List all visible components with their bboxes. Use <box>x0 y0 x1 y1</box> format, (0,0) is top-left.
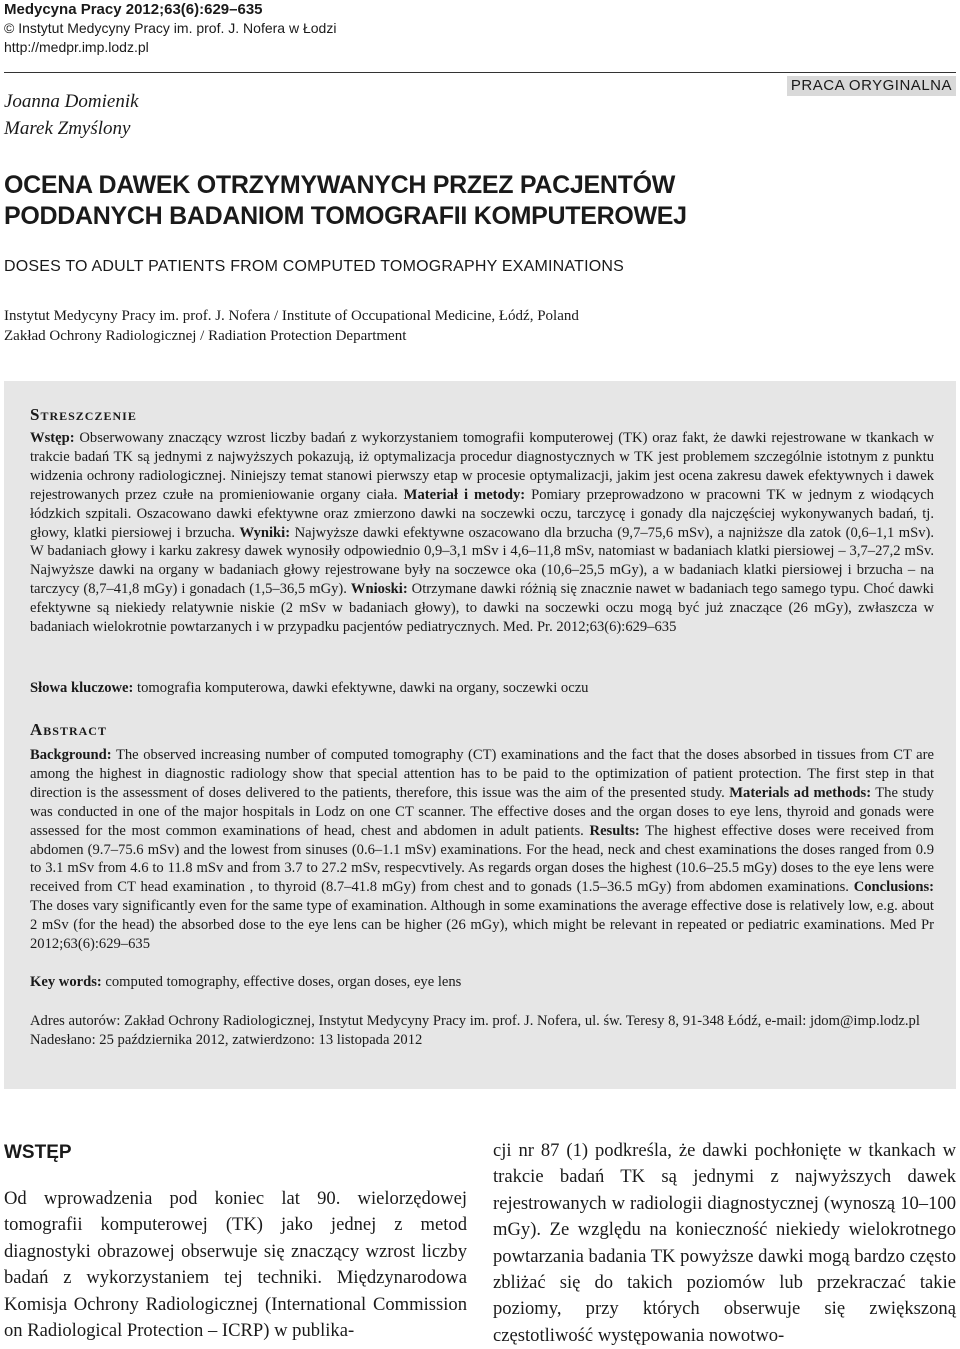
affiliation-line: Instytut Medycyny Pracy im. prof. J. Nofera / Institute of Occupational Medicine, Łódź, Poland <box>4 308 579 324</box>
conclusions-text-en: The doses vary significantly even for the same type of examination. Although in some examinations the average effective dose is relatively low, e.g. about 2 mSv (for the head) the absorbed dose to the eye lens can be higher (26 mGy), which might be relevant in repeated or pediatric examinations. Med Pr 2012;63(6):629–635 <box>30 898 934 953</box>
abstract-text <box>30 746 934 954</box>
keywords-english <box>30 973 934 992</box>
label-methods-en: Materials ad methods: <box>729 784 872 801</box>
copyright-line: © Instytut Medycyny Pracy im. prof. J. Nofera w Łodzi <box>4 20 337 36</box>
label-conclusions-en: Conclusions: <box>853 879 934 896</box>
affiliation-line: Zakład Ochrony Radiologicznej / Radiation Protection Department <box>4 328 407 344</box>
keywords-text-en: computed tomography, effective doses, organ doses, eye lens <box>101 974 462 990</box>
results-text-en: The highest effective doses were received from abdomen (9.7–75.6 mSv) and the lowest from sinuses (0.6–1.1 mSv) examinations. For the head, neck and chest examinations the doses ranged from 0.9 to 3.1 mSv from 4.6 to 11.8 mSv and from 3.7 to 27.2 mSv, respecvtively. As regards organ doses the highest (10.6–25.5 mGy) doses to the eye lens were received from CT head examination , to thyroid (8.7–41.8 mGy) from chest and to gonads (1.5–36.5 mGy) from abdomen examinations. <box>30 822 934 896</box>
label-results: Wyniki: <box>239 524 291 541</box>
methods-text: Pomiary przeprowadzono w pracowni TK w jednym z wiodących łódzkich szpitali. Oszacowano dawki efektywne oraz zmierzono dawki na soczewki oczu, tarczycę i gonady dla najczęściej wykonywanych badań, tj. głowy, klatki piersiowej i brzucha. <box>30 486 934 541</box>
label-methods: Materiał i metody: <box>403 486 526 503</box>
conclusions-text: Otrzymane dawki różnią się znacznie nawet w badaniach tego samego typu. Choć dawki efektywne są niekiedy relatywnie niskie (2 mSv w badaniach głowy), to dawki na soczewki oczu mogą być już znaczące (26 mGy), zwłaszcza w badaniach wielokrotnie powtarzanych i w przypadku pacjentów pediatrycznych. Med. Pr. 2012;63(6):629–635 <box>30 581 934 636</box>
journal-citation: Medycyna Pracy 2012;63(6):629–635 <box>4 1 263 18</box>
header-divider <box>4 72 956 73</box>
label-conclusions: Wnioski: <box>350 581 408 598</box>
abstract-box <box>4 381 956 1089</box>
keywords-text: tomografia komputerowa, dawki efektywne, dawki na organy, soczewki oczu <box>133 680 589 696</box>
title-english: DOSES TO ADULT PATIENTS FROM COMPUTED TOMOGRAPHY EXAMINATIONS <box>4 258 624 275</box>
author-address: Adres autorów: Zakład Ochrony Radiologicznej, Instytut Medycyny Pracy im. prof. J. Nofera, ul. św. Teresy 8, 91-348 Łódź, e-mail: jdom@imp.lodz.pl <box>30 1013 920 1029</box>
keywords-polish <box>30 679 934 698</box>
methods-text-en: The study was conducted in one of the major hospitals in Lodz on one CT scanner. The effective doses and the organ doses to eye lens, thyroid and gonads were assessed for the most common examinations of head, chest and abdomen in adult patients. <box>30 784 934 839</box>
background-text: The observed increasing number of computed tomography (CT) examinations and the fact that the doses absorbed in tissues from CT are among the highest in diagnostic radiology show that special attention has to be paid to the optimization of patient protection. The first step in that direction is the assessment of doses delivered to the patients, therefore, this issue was the aim of the presented study. <box>30 747 934 801</box>
keywords-label: Słowa kluczowe: <box>30 680 134 696</box>
journal-header <box>4 0 960 57</box>
title-line: PODDANYCH BADANIOM TOMOGRAFII KOMPUTEROWEJ <box>4 202 687 230</box>
keywords-label-en: Key words: <box>30 974 102 990</box>
author-name: Joanna Domienik <box>4 91 139 112</box>
journal-url[interactable]: http://medpr.imp.lodz.pl <box>4 39 149 55</box>
affiliation <box>4 306 579 346</box>
author-name: Marek Zmyślony <box>4 118 131 139</box>
title-line: OCENA DAWEK OTRZYMYWANYCH PRZEZ PACJENTÓW <box>4 171 676 199</box>
results-text: Najwyższe dawki efektywne oszacowano dla brzucha (9,7–75,6 mSv), a najniższe dla zatok (0,6–1,1 mSv). W badaniach głowy i karku zakresy dawek wynosiły odpowiednio 0,9–3,1 mSv i 4,6–11,8 mSv, natomiast w badaniach klatki piersiowej – 3,7–27,2 mSv. Najwyższe dawki na organy w badaniach głowy rejestrowane były na soczewce oka (10,6–25,5 mGy), a w badaniach klatki piersiowej i brzucha – na tarczycy (8,7–41,8 mGy) i gonadach (1,5–36,5 mGy). <box>30 524 934 598</box>
label-background: Background: <box>30 747 112 763</box>
streszczenie-text <box>30 429 934 637</box>
article-type-badge: PRACA ORYGINALNA <box>787 76 956 96</box>
body-column-left: Od wprowadzenia pod koniec lat 90. wielorzędowej tomografii komputerowej (TK) jako jednej z metod diagnostyki obrazowej obserwuje się znaczący wzrost liczby badań z wykorzystaniem tej techniki. Międzynarodowa Komisja Ochrony Radiologicznej (International Commission on Radiological Protection – ICRP) w publika- <box>4 1188 467 1342</box>
author-list <box>4 88 139 142</box>
streszczenie-heading: Streszczenie <box>30 405 137 424</box>
abstract-heading: Abstract <box>30 720 107 739</box>
label-intro: Wstęp: <box>30 430 75 446</box>
body-column-right: cji nr 87 (1) podkreśla, że dawki pochłonięte w tkankach w trakcie badań TK są jednymi z najwyższych dawek rejestrowanych w radiologii diagnostycznej (wynoszą 10–100 mGy). Ze względu na konieczność niekiedy wielokrotnego powtarzania badania TK powyższe dawki mogą bardzo często zbliżać się do takich poziomów lub przekraczać takie poziomy, przy których obserwuje się zwiększoną częstotliwość występowania nowotwo- <box>493 1140 956 1346</box>
intro-text: Obserwowany znaczący wzrost liczby badań z wykorzystaniem tomografii komputerowej (TK) oraz fakt, że dawki rejestrowane w tkankach w trakcie badań TK są jednymi z najwyższych pokazują, iż optymalizacja procedur diagnostycznych w TK jest problemem szczególnie istotnym z punktu widzenia ochrony radiologicznej. Niniejszy temat stanowi pierwszy etap w procesie optymalizacji, jakim jest ocena zakresu dawek efektywnych i dawek rejestrowanych przez czułe na promieniowanie organy ciała. <box>30 430 934 503</box>
label-results-en: Results: <box>589 822 640 839</box>
title-polish <box>4 170 954 232</box>
correspondence <box>30 1012 934 1050</box>
submission-dates: Nadesłano: 25 października 2012, zatwierdzono: 13 listopada 2012 <box>30 1031 423 1048</box>
section-heading-wstep: WSTĘP <box>4 1142 72 1163</box>
